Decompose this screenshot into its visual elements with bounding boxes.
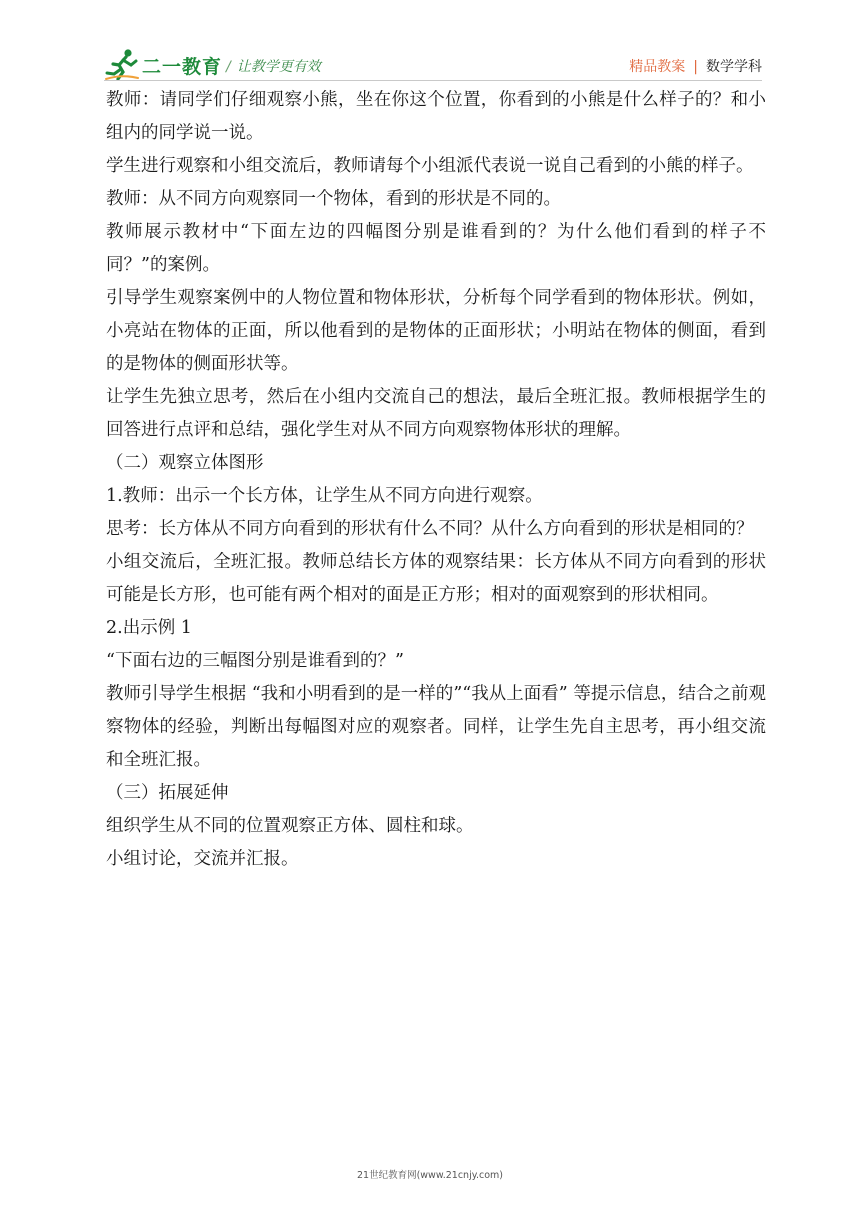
paragraph: 2.出示例 1 [106, 618, 192, 638]
running-figure-logo-icon [104, 48, 140, 82]
paragraph: 引导学生观察案例中的人物位置和物体形状，分析每个同学看到的物体形状。例如，小亮站在物体的正面，所以他看到的是物体的正面形状；小明站在物体的侧面，看到的是物体的侧面形状等。 [106, 288, 766, 374]
document-body [106, 84, 766, 876]
label-subject: 数学学科 [706, 59, 762, 75]
header-rule [104, 80, 762, 81]
paragraph: 教师展示教材中“下面左边的四幅图分别是谁看到的？为什么他们看到的样子不同？”的案例。 [106, 222, 766, 275]
paragraph: 1.教师：出示一个长方体，让学生从不同方向进行观察。 [106, 486, 543, 506]
paragraph: 学生进行观察和小组交流后，教师请每个小组派代表说一说自己看到的小熊的样子。 [106, 156, 754, 176]
label-lesson-plan: 精品教案 [629, 59, 686, 75]
paragraph: 教师引导学生根据 “我和小明看到的是一样的”“我从上面看” 等提示信息，结合之前观察物体的经验，判断出每幅图对应的观察者。同样，让学生先自主思考，再小组交流和全班汇报。 [106, 684, 766, 770]
paragraph: 让学生先独立思考，然后在小组内交流自己的想法，最后全班汇报。教师根据学生的回答进行点评和总结，强化学生对从不同方向观察物体形状的理解。 [106, 387, 766, 440]
slogan-text: 让教学更有效 [236, 59, 321, 75]
page-header [0, 0, 860, 84]
logo-text: 二一教育 [142, 56, 223, 78]
paragraph: 小组讨论，交流并汇报。 [106, 849, 299, 869]
paragraph: 组织学生从不同的位置观察正方体、圆柱和球。 [106, 816, 474, 836]
header-labels [629, 56, 762, 76]
paragraph: 教师：从不同方向观察同一个物体，看到的形状是不同的。 [106, 189, 561, 209]
section-heading: （三）拓展延伸 [106, 783, 229, 803]
label-separator: | [693, 59, 698, 75]
paragraph: 思考：长方体从不同方向看到的形状有什么不同？从什么方向看到的形状是相同的？ [106, 519, 754, 539]
page-footer: 21世纪教育网(www.21cnjy.com) [356, 1170, 503, 1181]
section-heading: （二）观察立体图形 [106, 453, 264, 473]
slogan [226, 56, 321, 76]
slash-divider: / [226, 59, 231, 75]
logo [104, 48, 224, 82]
paragraph: 教师：请同学们仔细观察小熊，坐在你这个位置，你看到的小熊是什么样子的？和小组内的同学说一说。 [106, 90, 766, 143]
paragraph: 小组交流后，全班汇报。教师总结长方体的观察结果：长方体从不同方向看到的形状可能是长方形，也可能有两个相对的面是正方形；相对的面观察到的形状相同。 [106, 552, 766, 605]
paragraph: “下面右边的三幅图分别是谁看到的？” [106, 651, 404, 671]
